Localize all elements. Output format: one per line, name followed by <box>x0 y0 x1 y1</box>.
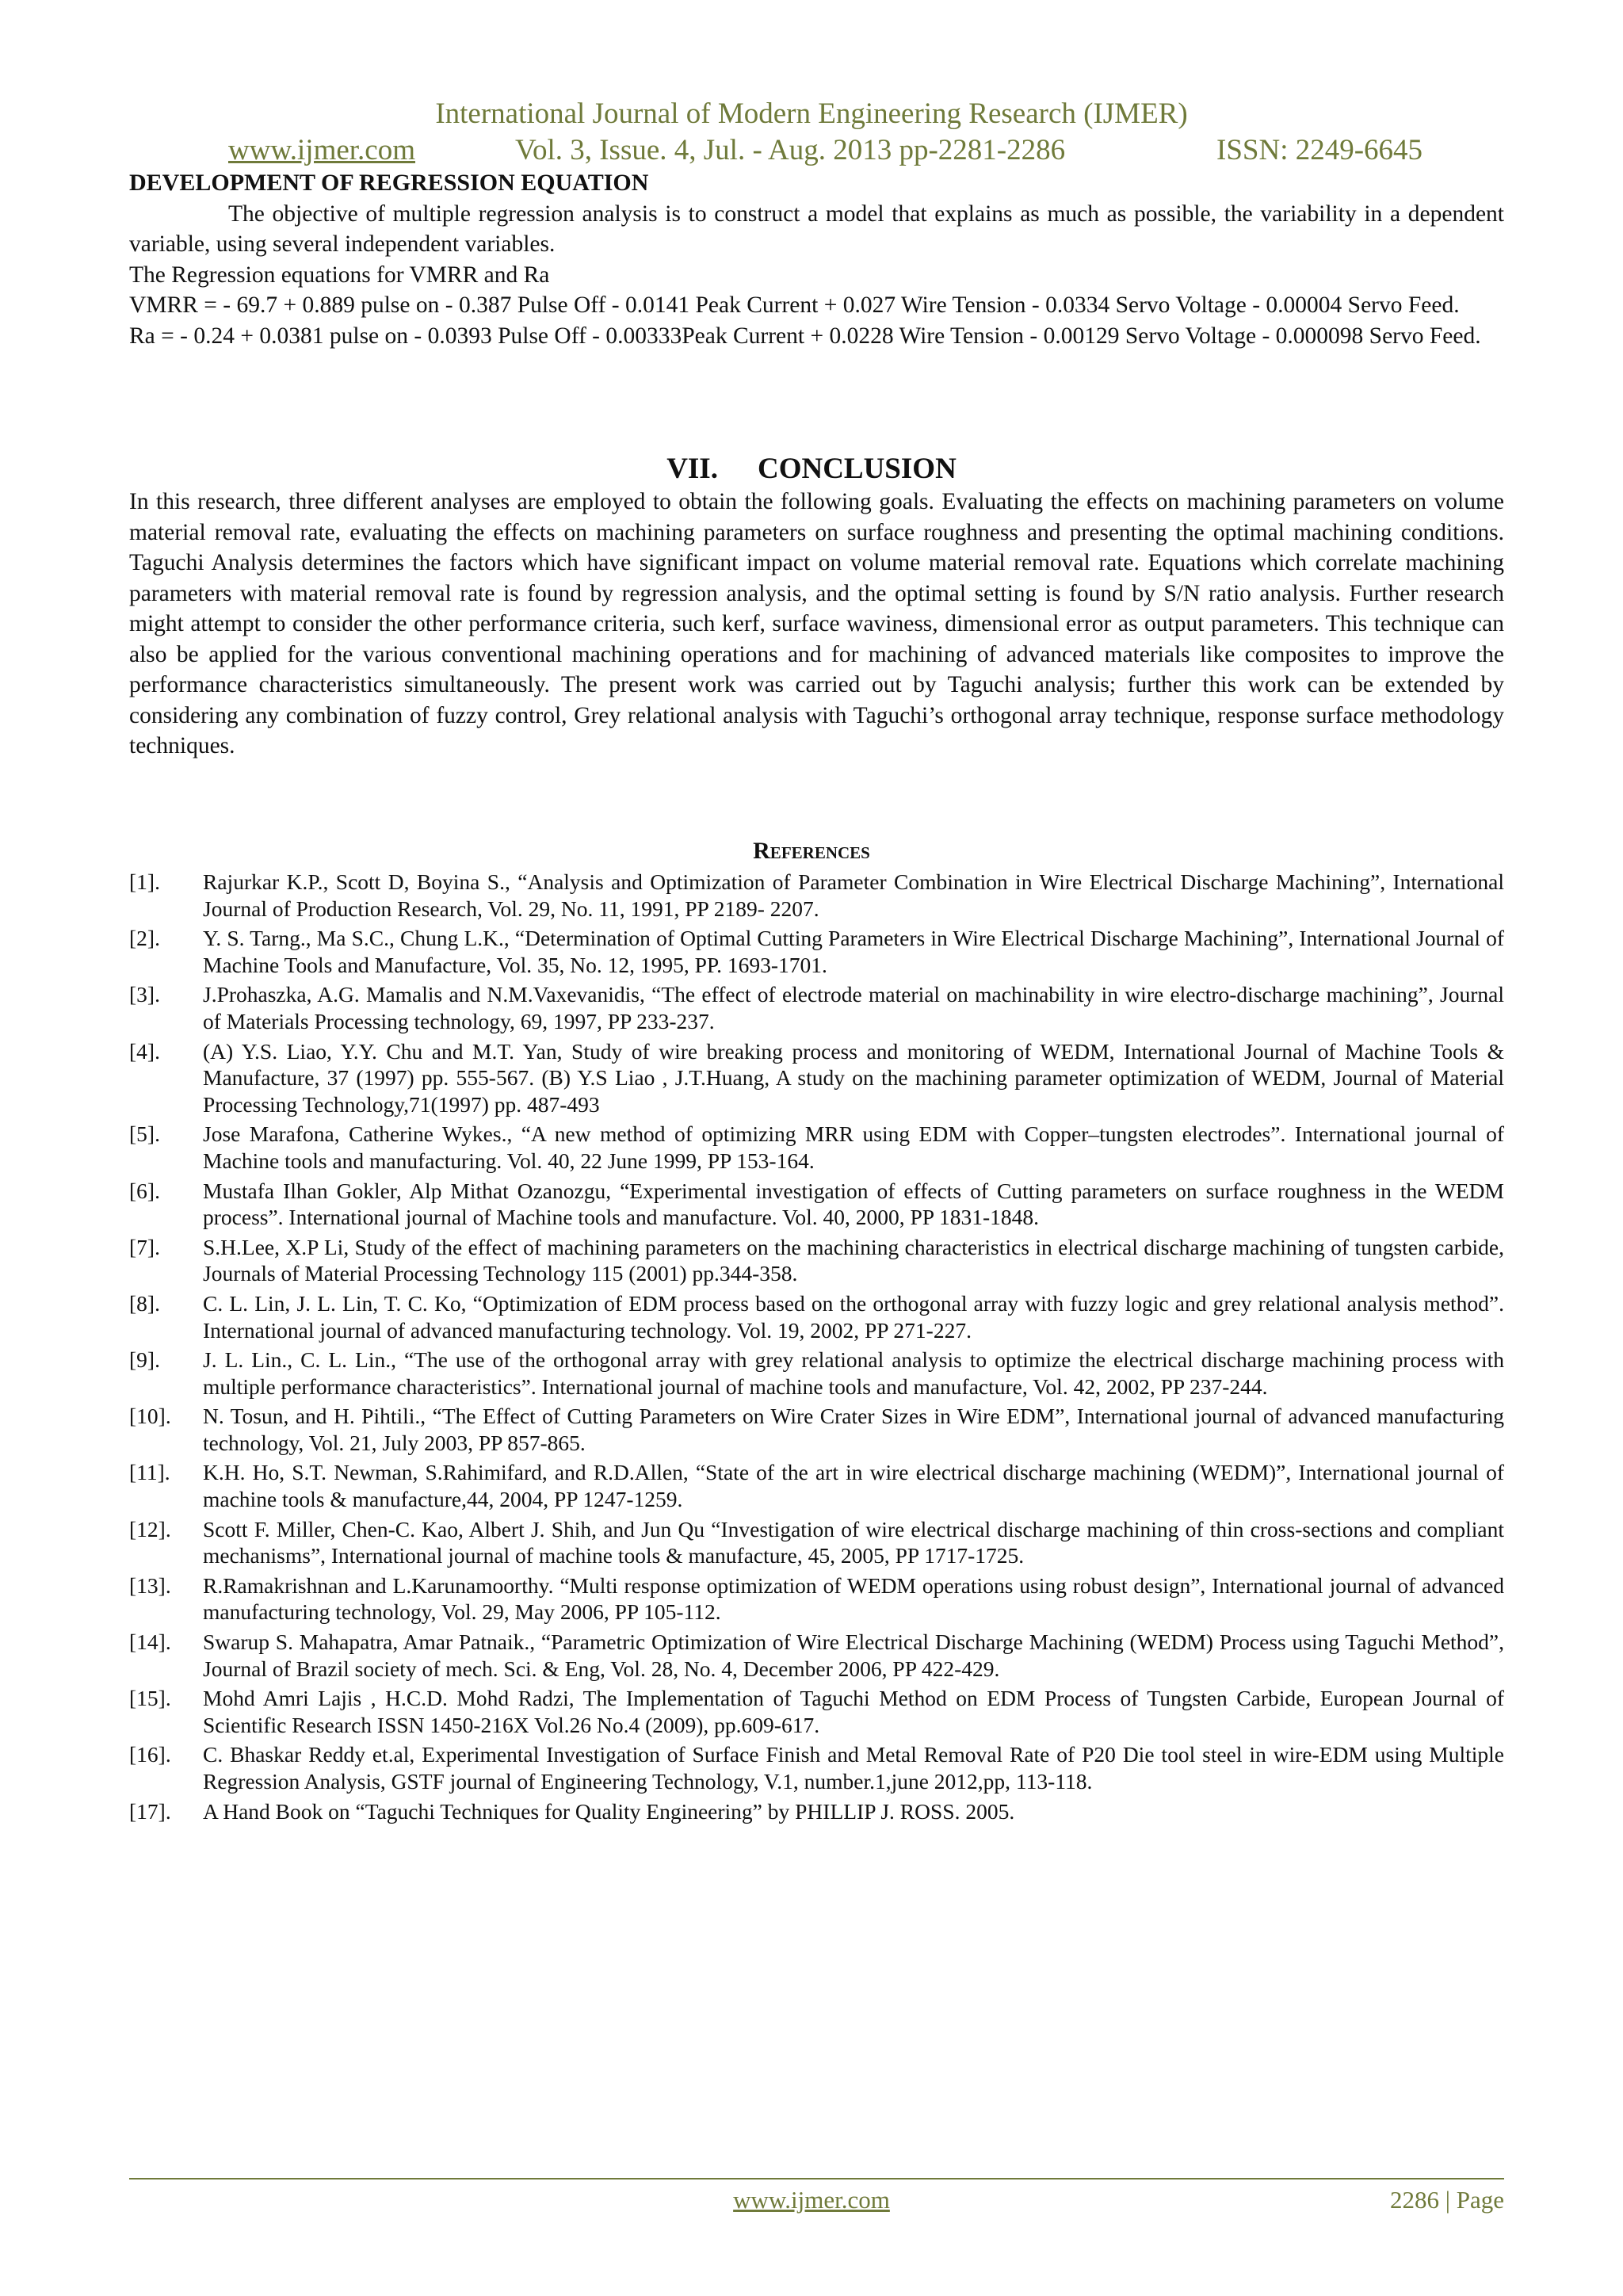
reference-text: (A) Y.S. Liao, Y.Y. Chu and M.T. Yan, Study of wire breaking process and monitoring of WEDM, International Journal of Machine Tools & Manufacture, 37 (1997) pp. 555-567. (B) Y.S Liao , J.T.Huang, A study on the machining parameter optimization of WEDM, Journal of Material Processing Technology,71(1997) pp. 487-493 <box>203 1038 1504 1117</box>
reference-item <box>129 1038 1504 1118</box>
reference-text: C. L. Lin, J. L. Lin, T. C. Ko, “Optimization of EDM process based on the orthogonal array with fuzzy logic and grey relational analysis method”. International journal of advanced manufacturing technology. Vol. 19, 2002, PP 271-227. <box>203 1290 1504 1343</box>
reference-number: [9]. <box>129 1347 160 1373</box>
reference-number: [11]. <box>129 1460 170 1485</box>
reference-text: Mustafa Ilhan Gokler, Alp Mithat Ozanozgu, “Experimental investigation of effects of Cutting parameters on surface roughness in the WEDM process”. International journal of Machine tools and manufacture. Vol. 40, 2000, PP 1831-1848. <box>203 1178 1504 1230</box>
conclusion-text: In this research, three different analyses are employed to obtain the following goals. Evaluating the effects on machining parameters on volume material removal rate, evaluating the effects on machining parameters on surface roughness and presenting the optimal machining conditions. Taguchi Analysis determines the factors which have significant impact on volume material removal rate. Equations which correlate machining parameters with material removal rate is found by regression analysis, and the optimal setting is found by S/N ratio analysis. Further research might attempt to consider the other performance criteria, such kerf, surface waviness, dimensional error as output parameters. This technique can also be applied for the various conventional machining operations and for machining of advanced materials like composites to improve the performance characteristics simultaneously. The present work was carried out by Taguchi analysis; further this work can be extended by considering any combination of fuzzy control, Grey relational analysis with Taguchi’s orthogonal array technique, response surface methodology techniques. <box>129 489 1504 758</box>
regression-equations-label: The Regression equations for VMRR and Ra <box>129 262 550 288</box>
reference-text: J. L. Lin., C. L. Lin., “The use of the orthogonal array with grey relational analysis to optimize the electrical discharge machining process with multiple performance characteristics”. International journal of machine tools and manufacture, Vol. 42, 2002, PP 237-244. <box>203 1347 1504 1399</box>
reference-text: K.H. Ho, S.T. Newman, S.Rahimifard, and R.D.Allen, “State of the art in wire electrical discharge machining (WEDM)”, International journal of machine tools & manufacture,44, 2004, PP 1247-1259. <box>203 1460 1504 1512</box>
regression-intro: The objective of multiple regression analysis is to construct a model that explains as much as possible, the variability in a dependent variable, using several independent variables. <box>129 201 1504 257</box>
reference-number: [4]. <box>129 1038 160 1064</box>
reference-item <box>129 1403 1504 1456</box>
reference-number: [14]. <box>129 1629 171 1655</box>
reference-item <box>129 1798 1504 1825</box>
reference-text: Swarup S. Mahapatra, Amar Patnaik., “Parametric Optimization of Wire Electrical Discharge Machining (WEDM) Process using Taguchi Method”, Journal of Brazil society of mech. Sci. & Eng, Vol. 28, No. 4, December 2006, PP 422-429. <box>203 1629 1504 1681</box>
conclusion-title: CONCLUSION <box>757 453 957 485</box>
footer-website-link[interactable]: www.ijmer.com <box>733 2186 890 2214</box>
reference-item <box>129 1459 1504 1512</box>
journal-title: International Journal of Modern Engineering Research (IJMER) <box>435 97 1188 130</box>
reference-number: [3]. <box>129 982 160 1007</box>
reference-item <box>129 1572 1504 1626</box>
reference-text: Mohd Amri Lajis , H.C.D. Mohd Radzi, The Implementation of Taguchi Method on EDM Process of Tungsten Carbide, European Journal of Scientific Research ISSN 1450-216X Vol.26 No.4 (2009), pp.609-617. <box>203 1686 1504 1737</box>
reference-number: [2]. <box>129 926 160 951</box>
reference-number: [1]. <box>129 869 160 894</box>
reference-item <box>129 1516 1504 1569</box>
issn-info: ISSN: 2249-6645 <box>1216 134 1423 166</box>
reference-text: Y. S. Tarng., Ma S.C., Chung L.K., “Determination of Optimal Cutting Parameters in Wire Electrical Discharge Machining”, International Journal of Machine Tools and Manufacture, Vol. 35, No. 12, 1995, PP. 1693-1701. <box>203 926 1504 977</box>
conclusion-heading <box>0 452 1623 487</box>
reference-number: [6]. <box>129 1178 160 1203</box>
reference-text: C. Bhaskar Reddy et.al, Experimental Investigation of Surface Finish and Metal Removal Rate of P20 Die tool steel in wire-EDM using Multiple Regression Analysis, GSTF journal of Engineering Technology, V.1, number.1,june 2012,pp, 113-118. <box>203 1742 1504 1794</box>
reference-item <box>129 1121 1504 1174</box>
reference-number: [8]. <box>129 1290 160 1316</box>
reference-number: [10]. <box>129 1404 171 1429</box>
reference-item <box>129 1629 1504 1682</box>
reference-number: [5]. <box>129 1121 160 1147</box>
reference-text: Rajurkar K.P., Scott D, Boyina S., “Analysis and Optimization of Parameter Combination in Wire Electrical Discharge Machining”, International Journal of Production Research, Vol. 29, No. 11, 1991, PP 2189- 2207. <box>203 869 1504 921</box>
regression-heading: DEVELOPMENT OF REGRESSION EQUATION <box>129 170 649 196</box>
vmrr-equation: VMRR = - 69.7 + 0.889 pulse on - 0.387 Pulse Off - 0.0141 Peak Current + 0.027 Wire Tension - 0.0334 Servo Voltage - 0.00004 Servo Feed. <box>129 292 1460 318</box>
reference-item <box>129 1234 1504 1287</box>
reference-item <box>129 1290 1504 1343</box>
header-website-link[interactable]: www.ijmer.com <box>228 134 416 166</box>
reference-text: A Hand Book on “Taguchi Techniques for Quality Engineering” by PHILLIP J. ROSS. 2005. <box>203 1798 1015 1824</box>
reference-text: J.Prohaszka, A.G. Mamalis and N.M.Vaxevanidis, “The effect of electrode material on machinability in wire electro-discharge machining”, Journal of Materials Processing technology, 69, 1997, PP 233-237. <box>203 982 1504 1033</box>
reference-item <box>129 869 1504 922</box>
conclusion-section <box>129 487 1504 762</box>
reference-item <box>129 1741 1504 1794</box>
page-number: 2286 | Page <box>1390 2186 1504 2214</box>
reference-number: [13]. <box>129 1572 171 1598</box>
references-heading: References <box>753 838 870 864</box>
reference-text: S.H.Lee, X.P Li, Study of the effect of machining parameters on the machining characteristics in electrical discharge machining of tungsten carbide, Journals of Material Processing Technology 115 (2001) pp.344-358. <box>203 1234 1504 1286</box>
reference-text: N. Tosun, and H. Pihtili., “The Effect of Cutting Parameters on Wire Crater Sizes in Wire EDM”, International journal of advanced manufacturing technology, Vol. 21, July 2003, PP 857-865. <box>203 1404 1504 1455</box>
references-list <box>129 869 1504 1828</box>
reference-item <box>129 1685 1504 1738</box>
reference-text: Scott F. Miller, Chen-C. Kao, Albert J. Shih, and Jun Qu “Investigation of wire electrical discharge machining of thin cross-sections and compliant mechanisms”, International journal of machine tools & manufacture, 45, 2005, PP 1717-1725. <box>203 1516 1504 1568</box>
reference-number: [16]. <box>129 1742 171 1767</box>
reference-number: [7]. <box>129 1234 160 1259</box>
footer-divider <box>129 2178 1504 2179</box>
conclusion-number: VII. <box>666 453 718 485</box>
reference-number: [17]. <box>129 1798 171 1824</box>
reference-item <box>129 1178 1504 1231</box>
journal-info-line <box>228 133 1433 168</box>
reference-text: R.Ramakrishnan and L.Karunamoorthy. “Multi response optimization of WEDM operations using robust design”, International journal of advanced manufacturing technology, Vol. 29, May 2006, PP 105-112. <box>203 1572 1504 1625</box>
reference-item <box>129 925 1504 978</box>
regression-section <box>129 168 1504 351</box>
reference-number: [15]. <box>129 1686 171 1711</box>
volume-info: Vol. 3, Issue. 4, Jul. - Aug. 2013 pp-2281-2286 <box>515 134 1066 166</box>
reference-item <box>129 981 1504 1034</box>
reference-item <box>129 1347 1504 1400</box>
ra-equation: Ra = - 0.24 + 0.0381 pulse on - 0.0393 Pulse Off - 0.00333Peak Current + 0.0228 Wire Tension - 0.00129 Servo Voltage - 0.000098 Servo Feed. <box>129 323 1481 349</box>
reference-number: [12]. <box>129 1516 171 1541</box>
reference-text: Jose Marafona, Catherine Wykes., “A new method of optimizing MRR using EDM with Copper–tungsten electrodes”. International journal of Machine tools and manufacturing. Vol. 40, 22 June 1999, PP 153-164. <box>203 1121 1504 1173</box>
